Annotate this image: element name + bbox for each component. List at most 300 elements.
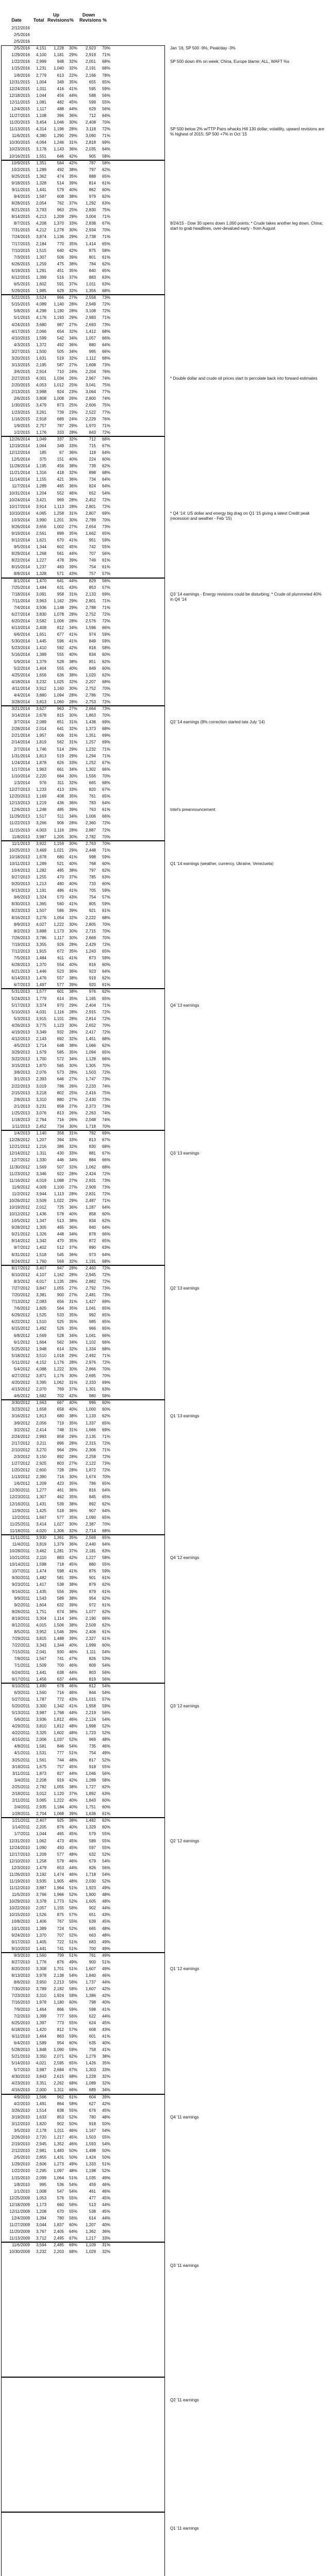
- cell-date: 4/27/2012: [11, 1374, 30, 1378]
- cell-down-pct: 62%: [102, 1501, 110, 1506]
- cell-date: 12/31/2015: [9, 79, 30, 84]
- cell-total: 1,456: [36, 1676, 46, 1682]
- cell-down: 797: [89, 167, 96, 172]
- cell-date: 9/20/2013: [11, 882, 30, 887]
- cell-date: 4/5/2013: [13, 1043, 30, 1048]
- cell-down: 1,252: [85, 760, 96, 765]
- cell-up-pct: 41%: [69, 956, 77, 961]
- cell-total: 2,006: [36, 1737, 46, 1742]
- cell-up: 1,773: [53, 1899, 64, 1904]
- cell-up: 1,181: [53, 53, 64, 58]
- cell-total: 4,100: [36, 53, 46, 58]
- cell-up: 488: [57, 106, 64, 111]
- cell-up: 614: [57, 1346, 64, 1351]
- cell-down-pct: 61%: [102, 255, 110, 260]
- cell-up: 1,311: [54, 2088, 64, 2093]
- cell-down-pct: 72%: [102, 612, 110, 617]
- cell-up-pct: 32%: [69, 915, 77, 920]
- cell-down: 676: [89, 2108, 96, 2113]
- cell-down: 2,373: [85, 1104, 96, 1109]
- cell-total: 1,326: [36, 1232, 46, 1237]
- cell-total: 3,178: [36, 147, 46, 152]
- cell-up: 1,506: [53, 1622, 64, 1628]
- cell-date: 7/24/2015: [11, 234, 30, 240]
- cell-down-pct: 70%: [102, 773, 110, 778]
- cell-down-pct: 72%: [102, 1468, 110, 1473]
- cell-down-pct: 68%: [102, 355, 110, 361]
- cell-down-pct: 62%: [102, 1818, 110, 1823]
- cell-down: 758: [89, 2047, 96, 2052]
- cell-date: 6/19/2015: [11, 268, 30, 273]
- cell-up: 1,193: [53, 315, 64, 320]
- cell-down-pct: 72%: [102, 1171, 110, 1176]
- cell-date: 1/8/2016: [13, 73, 30, 78]
- cell-down: 1,303: [85, 2067, 96, 2073]
- cell-total: 4,001: [36, 376, 46, 381]
- cell-up: 1,344: [53, 1643, 64, 1648]
- cell-down: 1,305: [85, 1063, 96, 1069]
- cell-date: 11/18/2011: [10, 1528, 30, 1533]
- cell-up-pct: 54%: [69, 2182, 77, 2187]
- cell-down-pct: 59%: [102, 956, 110, 961]
- cell-total: 1,049: [36, 436, 46, 442]
- cell-down: 921: [89, 908, 96, 913]
- cell-up: 880: [57, 1097, 64, 1102]
- cell-down: 2,222: [85, 915, 96, 920]
- cell-down-pct: 40%: [102, 2000, 110, 2005]
- cell-up: 2,262: [53, 2081, 64, 2086]
- cell-up-pct: 35%: [69, 268, 77, 273]
- cell-up: 513: [57, 1218, 64, 1224]
- cell-up: 413: [57, 787, 64, 792]
- cell-up-pct: 35%: [69, 1495, 77, 1500]
- cell-down: 812: [89, 1683, 96, 1688]
- cell-up-pct: 38%: [69, 976, 77, 981]
- cell-date: 11/27/2009: [9, 2223, 30, 2228]
- cell-total: 1,062: [36, 1838, 46, 1843]
- cell-up-pct: 38%: [69, 659, 77, 664]
- cell-down-pct: 52%: [102, 1757, 110, 1762]
- cell-down-pct: 59%: [102, 632, 110, 637]
- cell-total: 1,848: [36, 2047, 46, 2052]
- cell-date: 1/20/2012: [11, 1468, 30, 1473]
- cell-up: 507: [57, 1164, 64, 1170]
- cell-date: 3/22/2013: [11, 1057, 30, 1062]
- cell-down: 2,807: [85, 511, 96, 516]
- cell-total: 1,569: [36, 1164, 46, 1170]
- cell-down-pct: 41%: [102, 2033, 110, 2039]
- cell-down-pct: 60%: [102, 882, 110, 887]
- cell-down-pct: 59%: [102, 1569, 110, 1574]
- cell-up-pct: 33%: [69, 787, 77, 792]
- cell-date: 6/8/2012: [13, 1333, 30, 1338]
- cell-date: 6/18/2010: [11, 2027, 30, 2032]
- cell-up: 1,812: [53, 1717, 64, 1722]
- cell-total: 3,680: [36, 322, 46, 327]
- cell-up-pct: 38%: [69, 1622, 77, 1628]
- cell-up: 465: [57, 484, 64, 489]
- cell-up: 474: [57, 174, 64, 179]
- cell-down-pct: 48%: [102, 2114, 110, 2120]
- cell-down: 1,424: [85, 2155, 96, 2160]
- annotation-note: * Double dollar and crude oil prices start to percolate back into forward estimates: [170, 376, 318, 381]
- cell-total: 3,378: [36, 1899, 46, 1904]
- cell-total: 1,675: [36, 1764, 46, 1769]
- cell-total: 1,004: [36, 79, 46, 84]
- cell-total: 2,056: [36, 1420, 46, 1426]
- cell-up-pct: 41%: [69, 632, 77, 637]
- cell-down: 884: [89, 1158, 96, 1163]
- cell-up: 739: [57, 410, 64, 415]
- cell-up-pct: 34%: [69, 767, 77, 772]
- cell-down: 2,792: [85, 1285, 96, 1291]
- cell-down-pct: 65%: [102, 1515, 110, 1520]
- cell-total: 3,469: [36, 848, 46, 853]
- cell-total: 3,304: [36, 1616, 46, 1621]
- cell-down-pct: 72%: [102, 430, 110, 435]
- cell-up: 799: [57, 1953, 64, 1958]
- period-box: [1, 2512, 165, 2576]
- cell-up-pct: 52%: [69, 1926, 77, 1931]
- cell-down: 734: [89, 477, 96, 482]
- cell-date: 4/25/2014: [11, 672, 30, 677]
- cell-total: 1,289: [36, 861, 46, 866]
- cell-down-pct: 71%: [102, 1198, 110, 1203]
- cell-up-pct: 42%: [69, 1394, 77, 1399]
- cell-down: 2,048: [85, 1117, 96, 1122]
- cell-up-pct: 29%: [69, 423, 77, 428]
- cell-total: 3,044: [36, 2223, 46, 2228]
- cell-total: 3,830: [36, 612, 46, 617]
- cell-up-pct: 36%: [69, 1225, 77, 1230]
- cell-total: 3,922: [36, 841, 46, 846]
- cell-up-pct: 33%: [69, 1138, 77, 1143]
- cell-date: 11/7/2014: [12, 484, 30, 489]
- cell-down-pct: 73%: [102, 295, 110, 300]
- cell-total: 1,370: [36, 1933, 46, 1938]
- cell-down: 2,417: [85, 1029, 96, 1035]
- cell-date: 6/1/2012: [13, 1340, 30, 1345]
- cell-date: 11/9/2012: [12, 1184, 30, 1190]
- cell-up: 505: [57, 349, 64, 354]
- cell-down-pct: 68%: [102, 1528, 110, 1533]
- cell-up-pct: 34%: [69, 1232, 77, 1237]
- cell-date: 5/22/2015: [11, 295, 30, 300]
- cell-date: 2/20/2015: [11, 383, 30, 388]
- cell-up-pct: 32%: [69, 289, 77, 294]
- cell-date: 11/28/2014: [9, 464, 30, 469]
- cell-up: 626: [57, 760, 64, 765]
- cell-up: 528: [57, 659, 64, 664]
- cell-total: 1,878: [36, 760, 46, 765]
- cell-date: 3/2/2012: [13, 1427, 30, 1432]
- cell-date: 2/28/2014: [11, 726, 30, 732]
- cell-up: 1,474: [53, 1872, 64, 1877]
- cell-up: 641: [57, 726, 64, 732]
- cell-down-pct: 61%: [102, 908, 110, 913]
- cell-down-pct: 58%: [102, 646, 110, 651]
- cell-date: 10/14/2011: [9, 1562, 30, 1567]
- cell-date: 5/16/2014: [11, 652, 30, 657]
- cell-up-pct: 32%: [69, 66, 77, 71]
- cell-total: 2,918: [36, 416, 46, 421]
- cell-down: 763: [89, 807, 96, 812]
- cell-up: 786: [57, 1083, 64, 1089]
- cell-total: 1,328: [36, 180, 46, 185]
- cell-down-pct: 75%: [102, 208, 110, 213]
- cell-up-pct: 38%: [69, 1218, 77, 1224]
- cell-down-pct: 65%: [102, 1495, 110, 1500]
- cell-up-pct: 36%: [69, 477, 77, 482]
- cell-up: 1,342: [53, 1703, 64, 1708]
- cell-date: 5/31/2013: [11, 989, 30, 994]
- cell-date: 10/29/2010: [9, 1899, 30, 1904]
- cell-date: 6/5/2015: [13, 282, 30, 287]
- cell-down-pct: 60%: [102, 1825, 110, 1830]
- cell-down-pct: 77%: [102, 410, 110, 415]
- cell-total: 1,491: [36, 2101, 46, 2106]
- cell-date: 10/4/2013: [11, 868, 30, 873]
- cell-date: 7/19/2013: [11, 942, 30, 947]
- cell-total: 1,604: [36, 1602, 46, 1607]
- cell-down-pct: 60%: [102, 1643, 110, 1648]
- cell-up: 1,116: [54, 1009, 64, 1014]
- cell-date: 12/25/2009: [9, 2195, 30, 2200]
- cell-up: 1,046: [53, 120, 64, 125]
- cell-total: 3,065: [36, 1798, 46, 1803]
- cell-up-pct: 32%: [69, 1346, 77, 1351]
- cell-date: 1/17/2014: [11, 767, 30, 772]
- cell-down: 1,863: [85, 713, 96, 718]
- cell-down: 683: [89, 1939, 96, 1944]
- period-box: [1, 2094, 165, 2243]
- cell-up-pct: 36%: [69, 1205, 77, 1210]
- cell-date: 12/10/2010: [9, 1858, 30, 1863]
- cell-date: 2/5/2016: [13, 46, 30, 51]
- cell-up: 2,182: [53, 1987, 64, 1992]
- cell-date: 12/24/2015: [9, 86, 30, 91]
- cell-total: 3,990: [36, 517, 46, 522]
- cell-down: 3,108: [85, 309, 96, 314]
- cell-down-pct: 73%: [102, 1293, 110, 1298]
- cell-down-pct: 54%: [102, 2128, 110, 2133]
- cell-total: 3,381: [36, 1293, 46, 1298]
- cell-down: 1,066: [85, 1043, 96, 1048]
- cell-down-pct: 62%: [102, 1596, 110, 1601]
- cell-down: 2,838: [85, 221, 96, 226]
- cell-date: 3/5/2010: [13, 2128, 30, 2133]
- cell-total: 1,656: [36, 672, 46, 677]
- cell-date: 6/7/2013: [13, 982, 30, 988]
- cell-total: 2,220: [36, 773, 46, 778]
- cell-date: 12/26/2014: [9, 436, 30, 442]
- annotation-note: * Q4 '14: US dollar and energy big drag on Q1 '15 giving a latest Credit peak (recession and weather - Feb '15): [170, 511, 310, 521]
- cell-down-pct: 72%: [102, 504, 110, 509]
- cell-down-pct: 65%: [102, 1313, 110, 1318]
- cell-up: 722: [57, 1939, 64, 1944]
- cell-total: 2,178: [36, 2128, 46, 2133]
- cell-down-pct: 43%: [102, 2027, 110, 2032]
- cell-down-pct: 72%: [102, 1265, 110, 1270]
- cell-date: 4/2/2010: [13, 2101, 30, 2106]
- cell-down: 969: [89, 1737, 96, 1742]
- cell-down: 742: [89, 545, 96, 550]
- cell-down-pct: 70%: [102, 120, 110, 125]
- cell-up: 846: [57, 1744, 64, 1749]
- cell-down-pct: 46%: [102, 1744, 110, 1749]
- cell-down: 1,109: [85, 2243, 96, 2248]
- cell-total: 2,414: [36, 1427, 46, 1432]
- cell-date: 12/11/2015: [9, 99, 30, 105]
- cell-down-pct: 63%: [102, 875, 110, 880]
- cell-date: 10/2/2015: [11, 167, 30, 172]
- cell-total: 1,819: [36, 740, 46, 745]
- cell-up: 777: [57, 1751, 64, 1756]
- cell-down: 2,882: [85, 1279, 96, 1284]
- cell-down-pct: 45%: [102, 2209, 110, 2214]
- cell-date: 2/12/2010: [11, 2148, 30, 2154]
- cell-down: 1,608: [85, 363, 96, 367]
- cell-down: 918: [89, 1764, 96, 1769]
- cell-date: 9/9/2011: [14, 1596, 30, 1601]
- cell-up-pct: 32%: [69, 780, 77, 785]
- cell-down-pct: 70%: [102, 841, 110, 846]
- cell-down: 1,041: [85, 1333, 96, 1338]
- cell-up-pct: 36%: [69, 969, 77, 974]
- cell-up: 1,273: [53, 2162, 64, 2167]
- cell-up: 608: [57, 194, 64, 199]
- cell-up-pct: 60%: [69, 2000, 77, 2005]
- cell-total: 1,663: [36, 1400, 46, 1405]
- cell-total: 1,560: [36, 1690, 46, 1695]
- annotation-note: Intel's preannouncement: [170, 807, 216, 812]
- cell-up-pct: 37%: [69, 1387, 77, 1392]
- cell-down-pct: 62%: [102, 1043, 110, 1048]
- cell-down: 2,430: [85, 1097, 96, 1102]
- cell-total: 1,282: [36, 868, 46, 873]
- cell-down: 2,207: [85, 679, 96, 684]
- cell-down: 786: [89, 1481, 96, 1486]
- cell-down-pct: 66%: [102, 1333, 110, 1338]
- cell-total: 3,349: [36, 1029, 46, 1035]
- cell-up: 656: [57, 1299, 64, 1304]
- cell-down: 624: [89, 2020, 96, 2025]
- cell-up: 1,037: [53, 1737, 64, 1742]
- cell-up: 631: [57, 585, 64, 590]
- cell-up-pct: 38%: [69, 1596, 77, 1601]
- cell-down-pct: 67%: [102, 1138, 110, 1143]
- cell-down: 980: [89, 1394, 96, 1399]
- cell-down: 2,229: [85, 416, 96, 421]
- cell-up: 572: [57, 1057, 64, 1062]
- cell-total: 1,679: [36, 1050, 46, 1055]
- cell-down: 1,718: [85, 1124, 96, 1129]
- cell-date: 5/21/2010: [11, 2054, 30, 2059]
- cell-up: 396: [57, 113, 64, 118]
- cell-up-pct: 39%: [69, 1589, 77, 1594]
- cell-date: 4/4/2014: [13, 692, 30, 698]
- cell-total: 4,003: [36, 827, 46, 833]
- cell-down: 2,800: [85, 396, 96, 401]
- cell-up-pct: 51%: [69, 1953, 77, 1958]
- cell-down: 816: [89, 1488, 96, 1493]
- cell-down-pct: 67%: [102, 760, 110, 765]
- cell-down: 849: [89, 666, 96, 671]
- cell-down-pct: 75%: [102, 403, 110, 408]
- cell-down-pct: 65%: [102, 948, 110, 954]
- cell-date: 4/1/2011: [14, 1751, 30, 1756]
- cell-down-pct: 68%: [102, 289, 110, 294]
- cell-up-pct: 45%: [69, 1832, 77, 1837]
- cell-down-pct: 60%: [102, 1798, 110, 1803]
- cell-date: 12/18/2009: [9, 2202, 30, 2207]
- cell-down-pct: 49%: [102, 1946, 110, 1951]
- cell-up: 964: [57, 1447, 64, 1452]
- cell-down: 1,333: [85, 2162, 96, 2167]
- cell-up: 963: [57, 208, 64, 213]
- cell-up-pct: 38%: [69, 1414, 77, 1419]
- period-box: [1, 45, 165, 160]
- cell-up-pct: 28%: [69, 309, 77, 314]
- cell-down: 2,714: [85, 1528, 96, 1533]
- cell-up: 598: [57, 1569, 64, 1574]
- cell-down-pct: 45%: [102, 2195, 110, 2200]
- cell-date: 7/13/2012: [11, 1299, 30, 1304]
- cell-total: 3,912: [36, 686, 46, 691]
- cell-down-pct: 72%: [102, 1360, 110, 1365]
- cell-up-pct: 28%: [69, 692, 77, 698]
- cell-up: 486: [57, 888, 64, 893]
- cell-down: 1,593: [85, 2142, 96, 2147]
- cell-up-pct: 67%: [69, 2236, 77, 2241]
- cell-date: 12/28/2012: [9, 1138, 30, 1143]
- cell-down-pct: 65%: [102, 996, 110, 1001]
- cell-up-pct: 28%: [69, 504, 77, 509]
- cell-total: 1,397: [36, 2020, 46, 2025]
- cell-up: 2,684: [53, 2067, 64, 2073]
- cell-down-pct: 56%: [102, 551, 110, 556]
- cell-total: 3,594: [36, 2243, 46, 2248]
- cell-up-pct: 48%: [69, 2168, 77, 2174]
- cell-date: 1/29/2010: [11, 2162, 30, 2167]
- cell-date: 1/15/2010: [11, 2175, 30, 2180]
- cell-total: 1,700: [36, 1057, 46, 1062]
- cell-up-pct: 25%: [69, 403, 77, 408]
- cell-down: 598: [89, 2007, 96, 2012]
- cell-down: 2,190: [85, 1616, 96, 1621]
- cell-up: 670: [57, 538, 64, 543]
- cell-down: 2,258: [85, 1454, 96, 1459]
- cell-down: 840: [89, 268, 96, 273]
- cell-down: 1,020: [85, 672, 96, 677]
- cell-up: 966: [57, 295, 64, 300]
- cell-total: 1,517: [36, 814, 46, 819]
- cell-down-pct: 70%: [102, 1374, 110, 1378]
- cell-up-pct: 25%: [69, 1090, 77, 1095]
- cell-up-pct: 32%: [69, 329, 77, 334]
- cell-up-pct: 35%: [69, 1313, 77, 1318]
- cell-down: 843: [89, 430, 96, 435]
- cell-up: 311: [57, 780, 64, 785]
- cell-down-pct: 70%: [102, 1475, 110, 1480]
- cell-total: 1,195: [36, 464, 46, 469]
- cell-down: 816: [89, 962, 96, 968]
- cell-total: 1,389: [36, 1926, 46, 1931]
- cell-total: 1,108: [36, 113, 46, 118]
- cell-up: 1,768: [53, 1710, 64, 1715]
- cell-down-pct: 59%: [102, 888, 110, 893]
- cell-up: 538: [57, 1582, 64, 1587]
